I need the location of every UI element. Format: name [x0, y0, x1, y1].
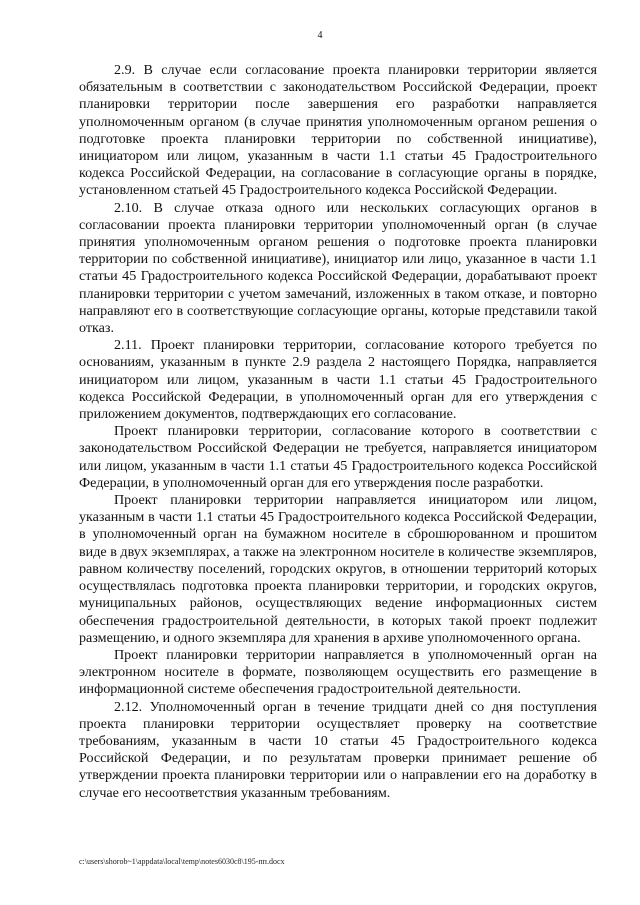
paragraph-2-10: 2.10. В случае отказа одного или нескольких согласующих органов в согласовании проекта планировки территории уполномоченный орган (в случае принятия уполномоченным органом решения о подготовке проекта планировки территории по собственной инициативе), инициатор или лицо, указанное в части 1.1 статьи 45 Градостроительного кодекса Российской Федерации, дорабатывают проект планировки территории с учетом замечаний, изложенных в таком отказе, и повторно направляют его в соответствующие согласующие органы, которые представили такой отказ. [79, 199, 597, 337]
paragraph-electronic-submission: Проект планировки территории направляется в уполномоченный орган на электронном носителе в формате, позволяющем осуществить его размещение в информационной системе обеспечения градостроительной деятельности. [79, 646, 597, 698]
paragraph-2-12: 2.12. Уполномоченный орган в течение тридцати дней со дня поступления проекта планировки территории осуществляет проверку на соответствие требованиям, указанным в части 10 статьи 45 Градостроительного кодекса Российской Федерации, и по результатам проверки принимает решение об утверждении проекта планировки территории или о направлении его на доработку в случае его несоответствия указанным требованиям. [79, 698, 597, 801]
paragraph-2-11: 2.11. Проект планировки территории, согласование которого требуется по основаниям, указанным в пункте 2.9 раздела 2 настоящего Порядка, направляется инициатором или лицом, указанным в части 1.1 статьи 45 Градостроительного кодекса Российской Федерации, в уполномоченный орган для его утверждения с приложением документов, подтверждающих его согласование. [79, 337, 597, 423]
document-body [79, 62, 597, 802]
footer-file-path: c:\users\shorob~1\appdata\local\temp\notes6030c8\195-пп.docx [79, 857, 285, 866]
paragraph-submission-format: Проект планировки территории направляется инициатором или лицом, указанным в части 1.1 статьи 45 Градостроительного кодекса Российской Федерации, в уполномоченный орган на бумажном носителе в сброшюрованном и прошитом виде в двух экземплярах, а также на электронном носителе в количестве экземпляров, равном количеству поселений, городских округов, в отношении территорий которых осуществлялась подготовка проекта планировки территории, и городских округов, муниципальных районов, осуществляющих ведение информационных систем обеспечения градостроительной деятельности, в которых такой проект подлежит размещению, и одного экземпляра для хранения в архиве уполномоченного органа. [79, 492, 597, 646]
page-number: 4 [317, 30, 323, 41]
paragraph-no-approval-required: Проект планировки территории, согласование которого в соответствии с законодательством Российской Федерации не требуется, направляется инициатором или лицом, указанным в части 1.1 статьи 45 Градостроительного кодекса Российской Федерации, в уполномоченный орган для его утверждения после разработки. [79, 423, 597, 491]
paragraph-2-9: 2.9. В случае если согласование проекта планировки территории является обязательным в соответствии с законодательством Российской Федерации, проект планировки территории после завершения его разработки направляется уполномоченным органом (в случае принятия уполномоченным органом решения о подготовке проекта планировки территории по собственной инициативе), инициатором или лицом, указанным в части 1.1 статьи 45 Градостроительного кодекса Российской Федерации, на согласование в согласующие органы в порядке, установленном статьей 45 Градостроительного кодекса Российской Федерации. [79, 62, 597, 199]
